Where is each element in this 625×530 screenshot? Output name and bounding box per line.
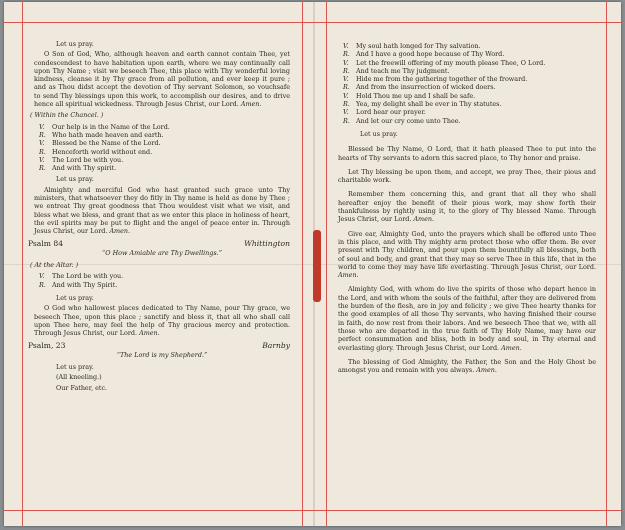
prayer-let-thy-blessing: Let Thy blessing be upon them, and accept, we pray Thee, their pious and charitable work. xyxy=(338,167,596,185)
versicle: V. Blessed be the Name of the Lord. xyxy=(39,139,161,148)
psalm-84-heading: Psalm 84 Whittington xyxy=(28,238,290,248)
left-page xyxy=(28,40,290,394)
let-us-pray-right: Let us pray. xyxy=(360,129,398,138)
psalm-23-heading: Psalm, 23 Barnby xyxy=(28,340,290,350)
response: R. Henceforth world without end. xyxy=(39,147,153,156)
let-us-pray-2: Let us pray. xyxy=(56,175,94,184)
response: R. And with Thy Spirit. xyxy=(39,280,118,289)
prayer-remember-them: Remember them concerning this, and grant that all they who shall hereafter enjoy the benefit of their pious work, may show forth their thankfulness by rightly using it, to the glory of Thy blessed Name. Through Jesus Christ, our Lord. Amen. xyxy=(338,190,596,224)
benediction: The blessing of God Almighty, the Father, the Son and the Holy Ghost be amongst you and remain with you always. Amen. xyxy=(338,357,596,375)
response: R. Who hath made heaven and earth. xyxy=(39,130,164,139)
versicle: V. The Lord be with you. xyxy=(39,155,124,164)
response: R. And I have a good hope because of Thy Word. xyxy=(343,50,505,59)
response: R. And let our cry come unto Thee. xyxy=(343,116,461,125)
psalm-84-title: “O How Amiable are Thy Dwellings.” xyxy=(102,248,222,257)
rubric-altar: ( At the Altar. ) xyxy=(30,261,79,270)
versicle: V. My soul hath longed for Thy salvation. xyxy=(343,42,481,50)
response: R. And from the insurrection of wicked doers. xyxy=(343,83,496,92)
prayer-blessed-be-thy-name: Blessed be Thy Name, O Lord, that it hath pleased Thee to put into the hearts of Thy servants to adorn this sacred place, to Thy honor and praise. xyxy=(338,145,596,162)
binding-ribbon xyxy=(313,230,321,302)
prayer-son-of-god: O Son of God, Who, although heaven and earth cannot contain Thee, yet condescendest to have habitation upon earth, where we may continually call upon Thy Name ; visit we beseech Thee, this place with Thy wonderful loving kindness, cleanse it by Thy grace from all pollution, and ever keep it pure ; and as Thou didst accept the devotion of Thy servant Solomon, so vouchsafe to send Thy blessings upon this work, to accomplish our desires, and to drive hence all spiritual wickedness. Through Jesus Christ, our Lord. Amen. xyxy=(34,50,290,109)
response: R. And with Thy spirit. xyxy=(39,164,117,173)
let-us-pray-3: Let us pray. xyxy=(56,294,94,303)
rule-left-outer xyxy=(22,2,23,526)
rule-right-outer xyxy=(606,2,607,526)
response: R. And teach me Thy judgment. xyxy=(343,66,450,75)
prayer-almighty-god-departed: Almighty God, with whom do live the spirits of those who depart hence in the Lord, and with whom the souls of the faithful, after they are delivered from the burden of the flesh, are in joy and felicity ; we give Thee hearty thanks for the good examples of all those Thy servants, who having finished their course in faith, do now rest from their labors. And we beseech Thee that we, with all those who are departed in the true faith of Thy Holy Name, may have our perfect consummation and bliss, both in body and soul, in Thy eternal and everlasting glory. Through Jesus Christ, our Lord. Amen. xyxy=(338,285,596,352)
rubric-kneeling: (All kneeling.) xyxy=(56,373,102,382)
versicles-1 xyxy=(34,123,290,173)
our-father: Our Father, etc. xyxy=(56,383,108,392)
versicle: V. Let the freewill offering of my mouth please Thee, O Lord. xyxy=(343,58,546,67)
psalm-23-title: “The Lord is my Shepherd.” xyxy=(116,350,208,359)
response: R. Yea, my delight shall be ever in Thy statutes. xyxy=(343,100,502,109)
rule-left-inner xyxy=(302,2,303,526)
versicle: V. Lord hear our prayer. xyxy=(343,108,426,117)
right-page xyxy=(338,42,596,377)
let-us-pray-4: Let us pray. xyxy=(56,363,94,372)
versicles-right xyxy=(338,42,596,125)
prayer-hallowest-places: O God who hallowest places dedicated to Thy Name, pour Thy grace, we beseech Thee, upon this place ; sanctify and bless it, that all who shall call upon Thee here, may feel the help of Thy gracious mercy and protection. Through Jesus Christ, our Lord. Amen. xyxy=(34,304,290,338)
rubric-chancel: ( Within the Chancel. ) xyxy=(30,111,104,120)
prayer-give-ear: Give ear, Almighty God, unto the prayers which shall be offered unto Thee in this place, and with Thy mighty arm protect those who offer them. Be ever present with Thy children, and pour upon them bountifully all blessings, both of soul and body, and grant that they may so serve Thee in this life, that in the world to come they may have life everlasting. Through Jesus Christ, our Lord. Amen. xyxy=(338,229,596,280)
rule-top xyxy=(4,22,621,23)
versicle: V. The Lord be with you. xyxy=(39,272,124,281)
versicle: V. Our help is in the Name of the Lord. xyxy=(39,122,170,131)
versicle: V. Hide me from the gathering together of the froward. xyxy=(343,75,528,84)
prayer-almighty-merciful: Almighty and merciful God who hast granted such grace unto Thy ministers, that whatsoever they do fitly in Thy name is held as done by Thee ; we entreat Thy great goodness that Thou wouldest visit what we visit, and bless what we bless, and grant that as we enter this place in holiness of heart, the evil spirits may be put to flight and the angel of peace enter in. Through Jesus Christ, our Lord. Amen. xyxy=(34,185,290,236)
rule-bottom xyxy=(4,510,621,511)
versicle: V. Hold Thou me up and I shall be safe. xyxy=(343,91,476,100)
program-sheet xyxy=(4,2,621,526)
let-us-pray-1: Let us pray. xyxy=(56,40,94,48)
rule-right-inner xyxy=(326,2,327,526)
